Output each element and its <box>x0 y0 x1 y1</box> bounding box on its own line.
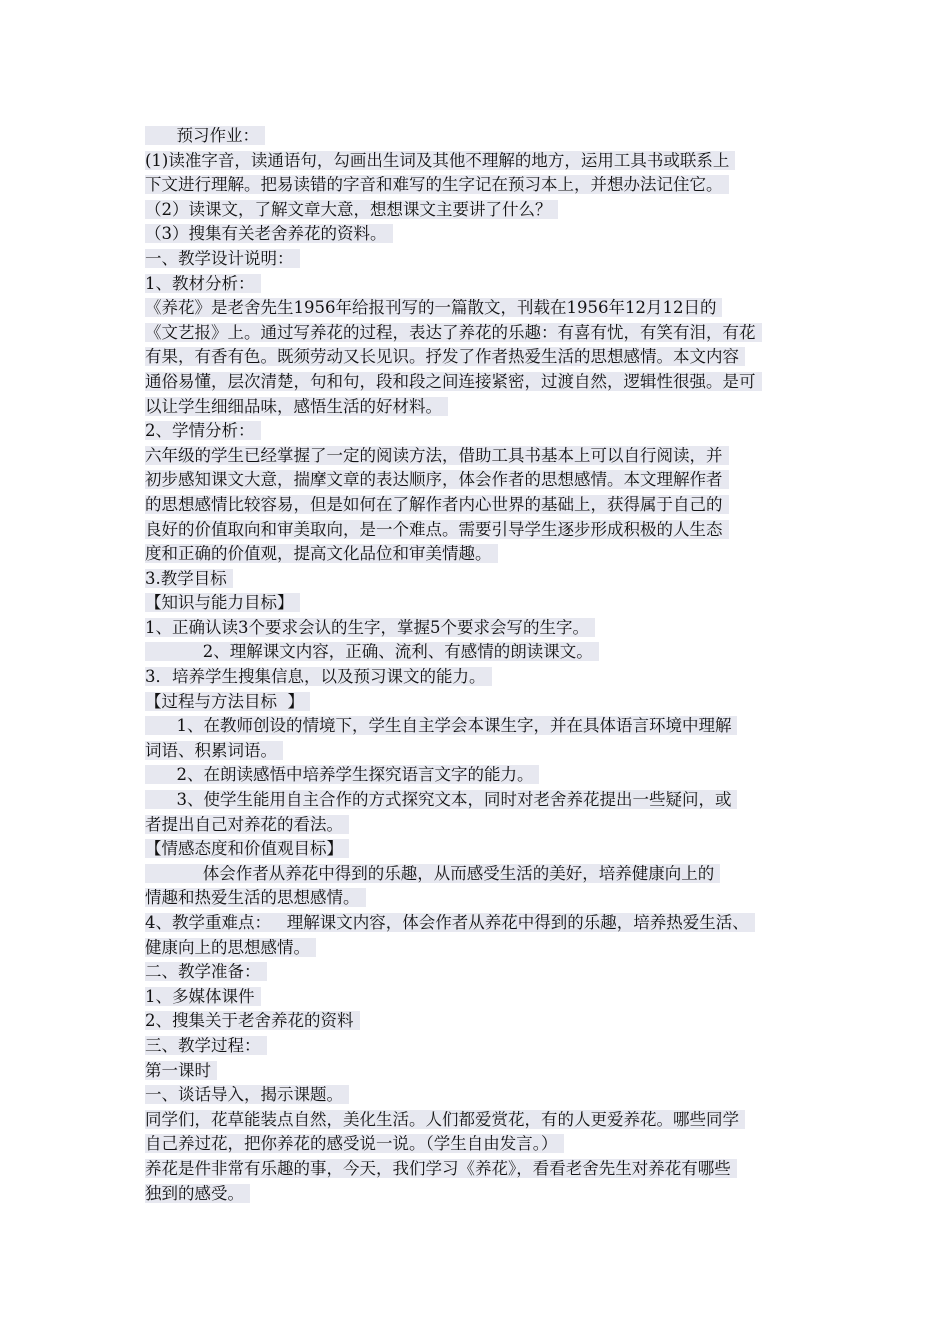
text-line <box>145 665 810 690</box>
text-line <box>145 567 810 592</box>
text-line-content: 六年级的学生已经掌握了一定的阅读方法，借助工具书基本上可以自行阅读，并 <box>145 446 729 465</box>
text-line <box>145 370 810 395</box>
text-line <box>145 960 810 985</box>
text-line <box>145 936 810 961</box>
text-line-content: 1、在教师创设的情境下，学生自主学会本课生字，并在具体语言环境中理解 <box>145 716 737 735</box>
text-line <box>145 640 810 665</box>
text-line-content: 通俗易懂，层次清楚，句和句，段和段之间连接紧密，过渡自然，逻辑性很强。是可 <box>145 372 762 391</box>
text-line-content: 情趣和热爱生活的思想感情。 <box>145 888 366 907</box>
text-line <box>145 542 810 567</box>
text-line-content: 2、理解课文内容，正确、流利、有感情的朗读课文。 <box>145 642 599 661</box>
text-line-content: 《养花》是老舍先生1956年给报刊写的一篇散文，刊载在1956年12月12日的 <box>145 298 722 317</box>
text-line-content: 的思想感情比较容易，但是如何在了解作者内心世界的基础上，获得属于自己的 <box>145 495 729 514</box>
text-line <box>145 1083 810 1108</box>
text-line-content: 【知识与能力目标】 <box>145 593 300 612</box>
text-line-content: 3.教学目标 <box>145 569 233 588</box>
text-line-content: 词语、积累词语。 <box>145 741 283 760</box>
text-line-content: 1、教材分析： <box>145 274 261 293</box>
text-line-content: 度和正确的价值观，提高文化品位和审美情趣。 <box>145 544 498 563</box>
text-line <box>145 985 810 1010</box>
text-line-content: 养花是件非常有乐趣的事，今天，我们学习《养花》，看看老舍先生对养花有哪些 <box>145 1159 737 1178</box>
text-line-content: 2、搜集关于老舍养花的资料 <box>145 1011 360 1030</box>
text-line-content: 二、教学准备： <box>145 962 267 981</box>
text-line <box>145 813 810 838</box>
text-line <box>145 321 810 346</box>
text-line <box>145 763 810 788</box>
text-line-content: 2、学情分析： <box>145 421 261 440</box>
text-line-content: 3、使学生能用自主合作的方式探究文本，同时对老舍养花提出一些疑问，或 <box>145 790 737 809</box>
document-body <box>145 124 810 1206</box>
text-line <box>145 739 810 764</box>
text-line <box>145 272 810 297</box>
text-line <box>145 124 810 149</box>
text-line <box>145 837 810 862</box>
text-line <box>145 518 810 543</box>
text-line-content: （2）读课文，了解文章大意，想想课文主要讲了什么？ <box>145 200 558 219</box>
text-line <box>145 616 810 641</box>
text-line <box>145 149 810 174</box>
text-line <box>145 591 810 616</box>
text-line <box>145 468 810 493</box>
text-line-content: （3）搜集有关老舍养花的资料。 <box>145 224 393 243</box>
text-line <box>145 1009 810 1034</box>
text-line-content: 2、在朗读感悟中培养学生探究语言文字的能力。 <box>145 765 539 784</box>
text-line <box>145 222 810 247</box>
text-line-content: 有果，有香有色。既须劳动又长见识。抒发了作者热爱生活的思想感情。本文内容 <box>145 347 745 366</box>
text-line <box>145 886 810 911</box>
text-line <box>145 345 810 370</box>
text-line-content: 独到的感受。 <box>145 1184 250 1203</box>
text-line-content: 同学们，花草能装点自然，美化生活。人们都爱赏花，有的人更爱养花。哪些同学 <box>145 1110 745 1129</box>
text-line-content: 4、教学重难点： 理解课文内容，体会作者从养花中得到的乐趣，培养热爱生活、 <box>145 913 755 932</box>
text-line <box>145 862 810 887</box>
text-line-content: 一、教学设计说明： <box>145 249 300 268</box>
text-line <box>145 419 810 444</box>
text-line-content: 1、正确认读3个要求会认的生字，掌握5个要求会写的生字。 <box>145 618 595 637</box>
text-line-content: 【过程与方法目标 】 <box>145 692 310 711</box>
text-line <box>145 788 810 813</box>
text-line-content: 体会作者从养花中得到的乐趣，从而感受生活的美好，培养健康向上的 <box>145 864 720 883</box>
text-line-content: 三、教学过程： <box>145 1036 267 1055</box>
text-line-content: 《文艺报》上。通过写养花的过程，表达了养花的乐趣：有喜有忧，有笑有泪，有花 <box>145 323 762 342</box>
text-line-content: 一、谈话导入，揭示课题。 <box>145 1085 349 1104</box>
text-line <box>145 173 810 198</box>
text-line <box>145 1034 810 1059</box>
text-line-content: 健康向上的思想感情。 <box>145 938 316 957</box>
text-line <box>145 690 810 715</box>
text-line <box>145 444 810 469</box>
text-line <box>145 493 810 518</box>
text-line-content: 初步感知课文大意，揣摩文章的表达顺序，体会作者的思想感情。本文理解作者 <box>145 470 729 489</box>
text-line <box>145 1108 810 1133</box>
text-line <box>145 1157 810 1182</box>
text-line <box>145 911 810 936</box>
text-line <box>145 1182 810 1207</box>
text-line-content: 下文进行理解。把易读错的字音和难写的生字记在预习本上，并想办法记住它。 <box>145 175 729 194</box>
text-line <box>145 247 810 272</box>
text-line-content: 3．培养学生搜集信息，以及预习课文的能力。 <box>145 667 492 686</box>
text-line-content: (1)读准字音，读通语句，勾画出生词及其他不理解的地方，运用工具书或联系上 <box>145 151 735 170</box>
text-line-content: 者提出自己对养花的看法。 <box>145 815 349 834</box>
text-line-content: 【情感态度和价值观目标】 <box>145 839 349 858</box>
text-line-content: 预习作业： <box>145 126 265 145</box>
text-line <box>145 198 810 223</box>
text-line <box>145 395 810 420</box>
text-line <box>145 714 810 739</box>
text-line <box>145 1132 810 1157</box>
text-line-content: 以让学生细细品味，感悟生活的好材料。 <box>145 397 448 416</box>
text-line-content: 第一课时 <box>145 1061 217 1080</box>
text-line <box>145 296 810 321</box>
text-line-content: 1、多媒体课件 <box>145 987 261 1006</box>
text-line-content: 自己养过花，把你养花的感受说一说。（学生自由发言。） <box>145 1134 564 1153</box>
text-line <box>145 1059 810 1084</box>
text-line-content: 良好的价值取向和审美取向，是一个难点。需要引导学生逐步形成积极的人生态 <box>145 520 729 539</box>
